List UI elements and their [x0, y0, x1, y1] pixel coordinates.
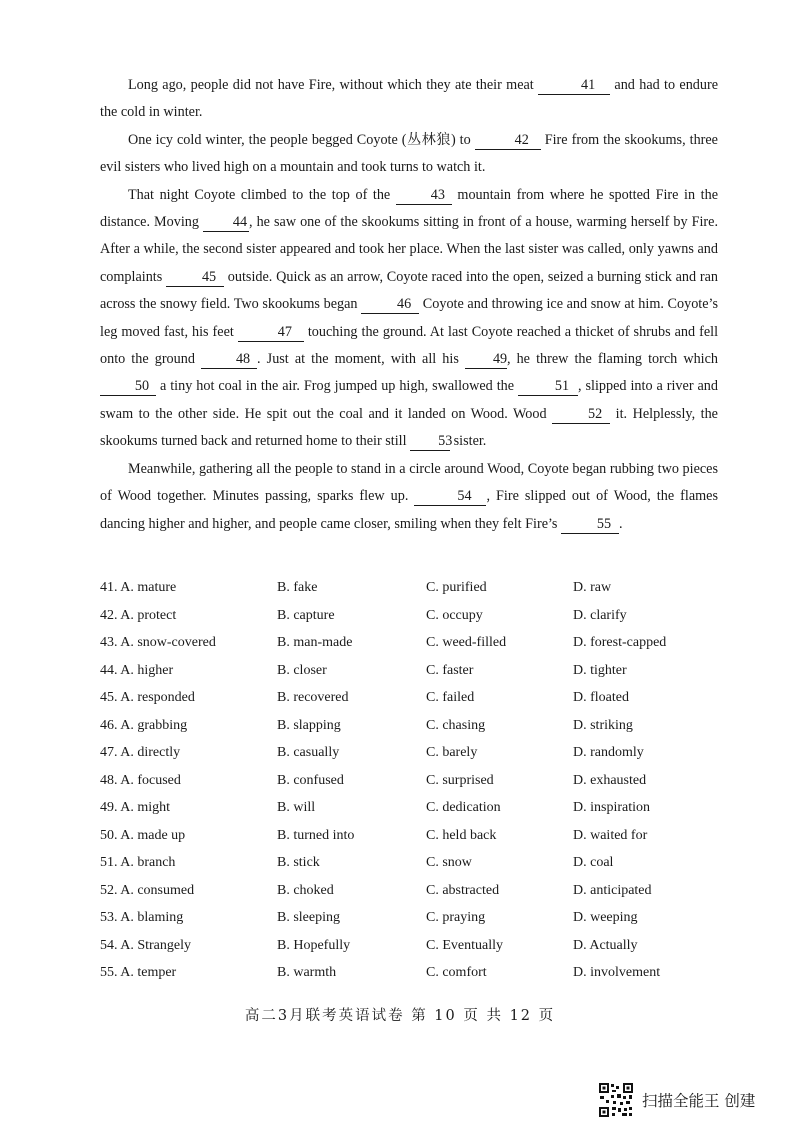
option-d: D. weeping — [573, 910, 638, 925]
option-row — [100, 659, 740, 687]
paragraph-1: Long ago, people did not have Fire, without which they ate their meat 41 and had to endure the cold in winter. — [100, 77, 718, 121]
paragraph-2: One icy cold winter, the people begged Coyote (丛林狼) to 42 Fire from the skookums, three evil sisters who lived high on a mountain and took turns to watch it. — [100, 131, 718, 176]
option-row — [100, 631, 740, 659]
option-row — [100, 686, 740, 714]
blank-45: 45 — [166, 268, 224, 287]
option-c: C. abstracted — [426, 882, 500, 898]
option-a: 52. A. consumed — [100, 882, 195, 898]
answer-options — [100, 576, 740, 989]
option-c: C. purified — [426, 580, 487, 595]
option-c: C. surprised — [426, 772, 494, 788]
option-b: B. Hopefully — [277, 937, 351, 953]
option-a: 47. A. directly — [100, 745, 181, 760]
option-row — [100, 906, 740, 934]
option-a: 48. A. focused — [100, 772, 181, 788]
option-row — [100, 934, 740, 962]
option-d: D. floated — [573, 690, 629, 705]
option-d: D. Actually — [573, 937, 638, 953]
option-b: B. confused — [277, 772, 344, 788]
option-d: D. involvement — [573, 965, 661, 980]
option-a: 46. A. grabbing — [100, 717, 188, 733]
option-a: 41. A. mature — [100, 580, 177, 595]
blank-43: 43 — [396, 186, 452, 205]
qr-code-icon — [598, 1082, 634, 1118]
option-b: B. capture — [277, 607, 335, 623]
option-b: B. choked — [277, 882, 334, 898]
option-c: C. failed — [426, 690, 475, 705]
option-d: D. exhausted — [573, 772, 647, 788]
option-c: C. praying — [426, 910, 486, 925]
blank-50: 50 — [100, 377, 156, 396]
option-d: D. anticipated — [573, 882, 652, 898]
blank-46: 46 — [361, 295, 419, 314]
option-row — [100, 714, 740, 742]
page-footer: 高二3月联考英语试卷 第 10 页 共 12 页 — [244, 1008, 556, 1024]
option-a: 50. A. made up — [100, 827, 186, 843]
blank-49: 49 — [465, 350, 507, 369]
blank-54: 54 — [414, 487, 486, 506]
scanner-label: 扫描全能王 创建 — [642, 1092, 756, 1110]
option-b: B. recovered — [277, 690, 349, 705]
option-a: 43. A. snow-covered — [100, 635, 216, 650]
option-row — [100, 576, 740, 604]
option-b: B. sleeping — [277, 910, 340, 925]
option-c: C. dedication — [426, 800, 501, 815]
option-row — [100, 741, 740, 769]
blank-41: 41 — [538, 76, 610, 95]
blank-42: 42 — [475, 131, 541, 150]
option-b: B. warmth — [277, 965, 337, 980]
option-d: D. randomly — [573, 745, 644, 760]
option-d: D. striking — [573, 717, 633, 733]
option-c: C. Eventually — [426, 937, 503, 953]
option-row — [100, 851, 740, 879]
option-d: D. raw — [573, 580, 612, 595]
option-row — [100, 879, 740, 907]
scanner-watermark — [598, 1082, 755, 1118]
option-a: 44. A. higher — [100, 662, 174, 678]
option-row — [100, 769, 740, 797]
option-b: B. closer — [277, 662, 327, 678]
blank-47: 47 — [238, 323, 304, 342]
option-d: D. clarify — [573, 607, 627, 623]
cloze-passage — [100, 72, 718, 538]
option-c: C. faster — [426, 662, 474, 678]
option-c: C. snow — [426, 855, 472, 870]
option-b: B. stick — [277, 855, 320, 870]
option-d: D. coal — [573, 855, 614, 870]
paragraph-4: Meanwhile, gathering all the people to stand in a circle around Wood, Coyote began rubbing two pieces of Wood together. Minutes passing, sparks flew up. 54 , Fire slipped out of Wood, the flames dancing higher and higher, and people came closer, smiling when they felt Fire’s 55 . — [100, 460, 718, 532]
paragraph-3: That night Coyote climbed to the top of the 43 mountain from where he spotted Fire in the distance. Moving 44 , he saw one of the skookums sitting in front of a house, warming herself by Fire. After a while, the second sister appeared and took her place. When the last sister was called, only yawns and complaints 45 outside. Quick as an arrow, Coyote raced into the open, seized a burning stick and ran across the snowy field. Two skookums began 46 Coyote and throwing ice and snow at him. Coyote’s leg moved fast, his feet 47 touching the ground. At last Coyote reached a thicket of shrubs and fell onto the ground 48 . Just at the moment, with all his 49, he threw the flaming torch which 50 a tiny hot coal in the air. Frog jumped up high, swallowed the 51 , slipped into a river and swam to the other side. He spit out the coal and it landed on Wood. Wood 52 it. Helplessly, the skookums turned back and returned home to their still 53 sister. — [100, 186, 719, 450]
option-b: B. slapping — [277, 717, 341, 733]
blank-44: 44 — [203, 213, 249, 232]
option-b: B. will — [277, 800, 316, 815]
option-c: C. weed-filled — [426, 635, 507, 650]
option-c: C. comfort — [426, 965, 487, 980]
blank-52: 52 — [552, 405, 610, 424]
option-a: 54. A. Strangely — [100, 937, 191, 953]
option-a: 55. A. temper — [100, 965, 177, 980]
option-row — [100, 961, 740, 989]
option-a: 49. A. might — [100, 800, 171, 815]
option-b: B. casually — [277, 745, 340, 760]
option-d: D. tighter — [573, 662, 627, 678]
blank-48: 48 — [201, 350, 257, 369]
option-c: C. held back — [426, 827, 497, 843]
blank-55: 55 — [561, 515, 619, 534]
option-c: C. chasing — [426, 717, 486, 733]
option-d: D. inspiration — [573, 800, 650, 815]
option-a: 42. A. protect — [100, 607, 177, 623]
option-row — [100, 796, 740, 824]
blank-51: 51 — [518, 377, 578, 396]
blank-53: 53 — [410, 432, 450, 451]
option-row — [100, 604, 740, 632]
option-d: D. forest-capped — [573, 635, 667, 650]
option-c: C. occupy — [426, 607, 483, 623]
option-d: D. waited for — [573, 827, 648, 843]
option-row — [100, 824, 740, 852]
option-c: C. barely — [426, 745, 478, 760]
option-b: B. fake — [277, 580, 318, 595]
option-a: 51. A. branch — [100, 855, 176, 870]
option-a: 53. A. blaming — [100, 910, 184, 925]
option-b: B. turned into — [277, 827, 355, 843]
option-a: 45. A. responded — [100, 690, 195, 705]
option-b: B. man-made — [277, 635, 353, 650]
